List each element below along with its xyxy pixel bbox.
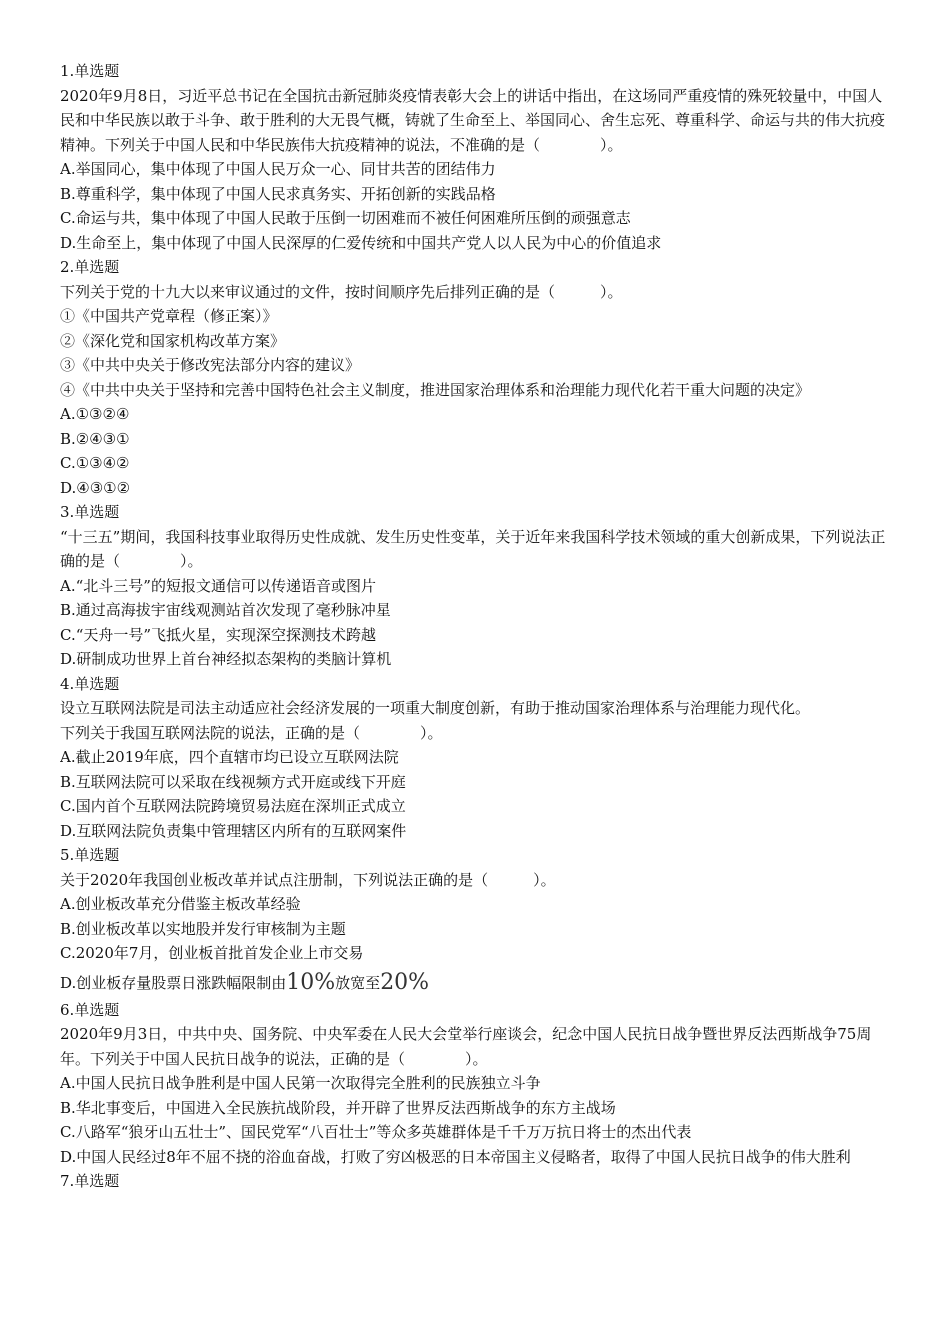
- option-b[interactable]: B.通过高海拔宇宙线观测站首次发现了毫秒脉冲星: [60, 601, 391, 619]
- option-b[interactable]: B.华北事变后，中国进入全民族抗战阶段，并开辟了世界反法西斯战争的东方主战场: [60, 1098, 616, 1117]
- option-b[interactable]: B.尊重科学，集中体现了中国人民求真务实、开拓创新的实践品格: [60, 184, 496, 203]
- question-type-label: 2.单选题: [60, 258, 120, 276]
- question-7: [60, 1169, 890, 1194]
- question-stem: 2020年9月8日，习近平总书记在全国抗击新冠肺炎疫情表彰大会上的讲话中指出，在这场同严重疫情的殊死较量中，中国人民和中华民族以敢于斗争、敢于胜利的大无畏气概，铸就了生命至上、举国同心、舍生忘死、尊重科学、命运与共的伟大抗疫精神。下列关于中国人民和中华民族伟大抗疫精神的说法，不准确的是（ ）。: [60, 86, 886, 154]
- option-d[interactable]: D.④③①②: [60, 478, 131, 497]
- question-stem: “十三五”期间，我国科技事业取得历史性成就、发生历史性变革，关于近年来我国科学技术领域的重大创新成果，下列说法正确的是（ ）。: [60, 527, 886, 570]
- option-d[interactable]: [60, 968, 890, 998]
- option-d-middle: 放宽至: [335, 973, 381, 992]
- option-a[interactable]: A.“北斗三号”的短报文通信可以传递语音或图片: [60, 576, 376, 595]
- option-c[interactable]: C.八路军“狼牙山五壮士”、国民党军“八百壮士”等众多英雄群体是千千万万抗日将士的杰出代表: [60, 1123, 692, 1141]
- option-d-from-percent: 10%: [286, 969, 336, 995]
- option-d[interactable]: D.互联网法院负责集中管理辖区内所有的互联网案件: [60, 821, 407, 840]
- document-item-2: ②《深化党和国家机构改革方案》: [60, 331, 286, 350]
- question-4: [60, 672, 890, 844]
- option-b[interactable]: B.互联网法院可以采取在线视频方式开庭或线下开庭: [60, 772, 406, 791]
- question-3: [60, 500, 890, 672]
- option-b[interactable]: B.②④③①: [60, 429, 130, 448]
- option-d[interactable]: D.生命至上，集中体现了中国人民深厚的仁爱传统和中国共产党人以人民为中心的价值追求: [60, 233, 662, 252]
- option-c[interactable]: C.国内首个互联网法院跨境贸易法庭在深圳正式成立: [60, 797, 406, 815]
- option-d-to-percent: 20%: [380, 969, 430, 995]
- question-type-label: 3.单选题: [60, 503, 120, 521]
- document-item-4: ④《中共中央关于坚持和完善中国特色社会主义制度，推进国家治理体系和治理能力现代化若干重大问题的决定》: [60, 380, 811, 399]
- question-stem-line-1: 设立互联网法院是司法主动适应社会经济发展的一项重大制度创新，有助于推动国家治理体系与治理能力现代化。: [60, 699, 811, 717]
- option-d-prefix: D.创业板存量股票日涨跌幅限制由: [60, 973, 287, 992]
- question-type-label: 5.单选题: [60, 846, 120, 864]
- question-type-label: 4.单选题: [60, 674, 120, 693]
- option-b[interactable]: B.创业板改革以实地股并发行审核制为主题: [60, 919, 346, 938]
- option-c[interactable]: C.①③④②: [60, 454, 130, 472]
- option-c[interactable]: C.2020年7月，创业板首批首发企业上市交易: [60, 944, 364, 962]
- document-item-1: ①《中国共产党章程（修正案）》: [60, 307, 278, 325]
- question-type-label: 6.单选题: [60, 1000, 120, 1019]
- question-type-label: 1.单选题: [60, 62, 120, 80]
- option-a[interactable]: A.创业板改革充分借鉴主板改革经验: [60, 895, 301, 913]
- document-item-3: ③《中共中央关于修改宪法部分内容的建议》: [60, 356, 361, 374]
- question-stem: 2020年9月3日，中共中央、国务院、中央军委在人民大会堂举行座谈会，纪念中国人民抗日战争暨世界反法西斯战争75周年。下列关于中国人民抗日战争的说法，正确的是（ ）。: [60, 1025, 872, 1068]
- question-stem-line-2: 下列关于我国互联网法院的说法，正确的是（ ）。: [60, 723, 443, 742]
- option-a[interactable]: A.中国人民抗日战争胜利是中国人民第一次取得完全胜利的民族独立斗争: [60, 1074, 541, 1092]
- question-2: [60, 255, 890, 500]
- question-6: [60, 998, 890, 1170]
- option-c[interactable]: C.命运与共，集中体现了中国人民敢于压倒一切困难而不被任何困难所压倒的顽强意志: [60, 209, 631, 227]
- question-stem: 关于2020年我国创业板改革并试点注册制，下列说法正确的是（ ）。: [60, 870, 556, 889]
- option-a[interactable]: A.截止2019年底，四个直辖市均已设立互联网法院: [60, 748, 399, 766]
- question-1: [60, 59, 890, 255]
- option-a[interactable]: A.①③②④: [60, 405, 130, 423]
- option-d[interactable]: D.中国人民经过8年不屈不挠的浴血奋战，打败了穷凶极恶的日本帝国主义侵略者，取得了中国人民抗日战争的伟大胜利: [60, 1147, 851, 1166]
- question-5: [60, 843, 890, 998]
- question-stem: 下列关于党的十九大以来审议通过的文件，按时间顺序先后排列正确的是（ ）。: [60, 282, 623, 301]
- option-c[interactable]: C.“天舟一号”飞抵火星，实现深空探测技术跨越: [60, 625, 377, 644]
- option-d[interactable]: D.研制成功世界上首台神经拟态架构的类脑计算机: [60, 650, 392, 668]
- question-type-label: 7.单选题: [60, 1172, 120, 1190]
- option-a[interactable]: A.举国同心，集中体现了中国人民万众一心、同甘共苦的团结伟力: [60, 160, 496, 178]
